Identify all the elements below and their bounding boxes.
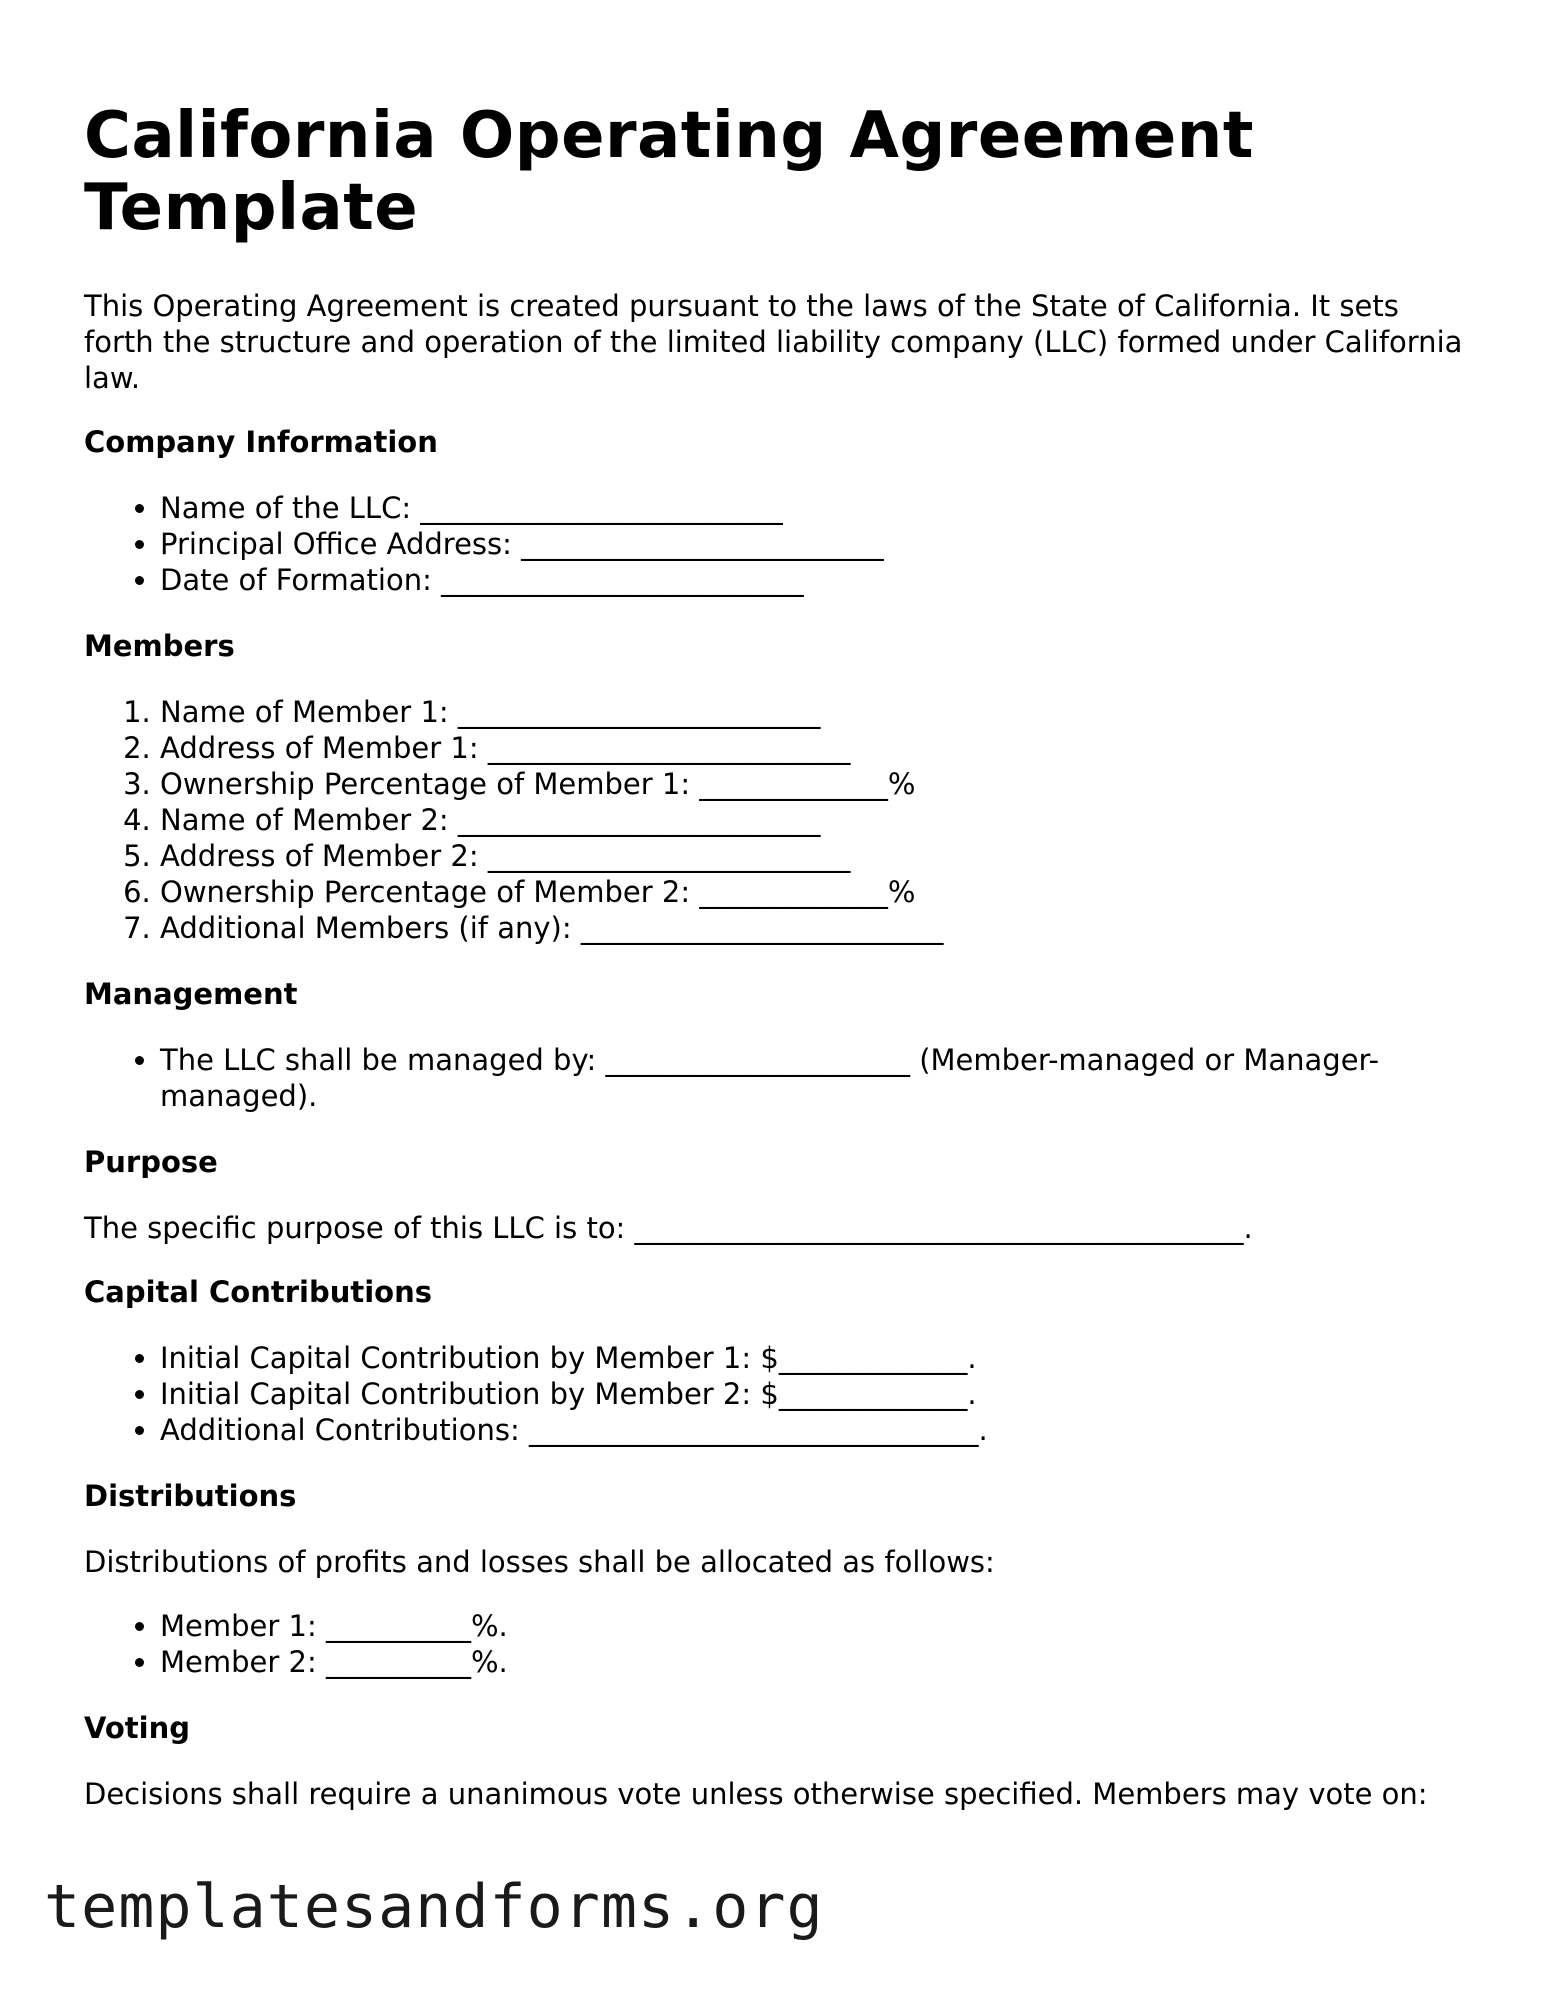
members-heading: Members <box>84 629 235 663</box>
list-item: 3. Ownership Percentage of Member 1: _____________% <box>160 766 1464 802</box>
list-item: • Initial Capital Contribution by Member 2: $_____________. <box>160 1376 1464 1412</box>
capital-contributions-list <box>84 1340 1464 1448</box>
list-item: • The LLC shall be managed by: _____________________ (Member-managed or Manager-managed). <box>160 1042 1464 1114</box>
list-item: 5. Address of Member 2: _________________________ <box>160 838 1464 874</box>
voting-paragraph: Decisions shall require a unanimous vote unless otherwise specified. Members may vote on: <box>84 1777 1428 1811</box>
list-item: 2. Address of Member 1: _________________________ <box>160 730 1464 766</box>
list-item: • Member 2: __________%. <box>160 1644 1464 1680</box>
purpose-paragraph: The specific purpose of this LLC is to: __________________________________________. <box>84 1211 1253 1245</box>
distributions-list <box>84 1608 1464 1680</box>
company-information-list <box>84 490 1464 598</box>
management-heading: Management <box>84 977 298 1011</box>
list-item: 7. Additional Members (if any): _________________________ <box>160 910 1464 946</box>
list-item: 6. Ownership Percentage of Member 2: _____________% <box>160 874 1464 910</box>
document-title: California Operating Agreement Template <box>84 99 1254 245</box>
capital-contributions-heading: Capital Contributions <box>84 1275 433 1309</box>
watermark: templatesandforms.org <box>44 1872 824 1942</box>
document-page <box>84 100 1464 1840</box>
voting-heading: Voting <box>84 1711 190 1745</box>
list-item: • Date of Formation: _________________________ <box>160 562 1464 598</box>
company-information-heading: Company Information <box>84 425 438 459</box>
purpose-heading: Purpose <box>84 1145 218 1179</box>
management-list <box>84 1042 1464 1114</box>
list-item: • Principal Office Address: _________________________ <box>160 526 1464 562</box>
distributions-paragraph: Distributions of profits and losses shall be allocated as follows: <box>84 1545 995 1579</box>
list-item: • Name of the LLC: _________________________ <box>160 490 1464 526</box>
intro-paragraph: This Operating Agreement is created pursuant to the laws of the State of California. It sets forth the structure and operation of the limited liability company (LLC) formed under California law. <box>84 289 1463 395</box>
list-item: • Additional Contributions: _______________________________. <box>160 1412 1464 1448</box>
list-item: 4. Name of Member 2: _________________________ <box>160 802 1464 838</box>
distributions-heading: Distributions <box>84 1479 297 1513</box>
members-list <box>84 694 1464 946</box>
list-item: • Initial Capital Contribution by Member 1: $_____________. <box>160 1340 1464 1376</box>
list-item: 1. Name of Member 1: _________________________ <box>160 694 1464 730</box>
list-item: • Member 1: __________%. <box>160 1608 1464 1644</box>
